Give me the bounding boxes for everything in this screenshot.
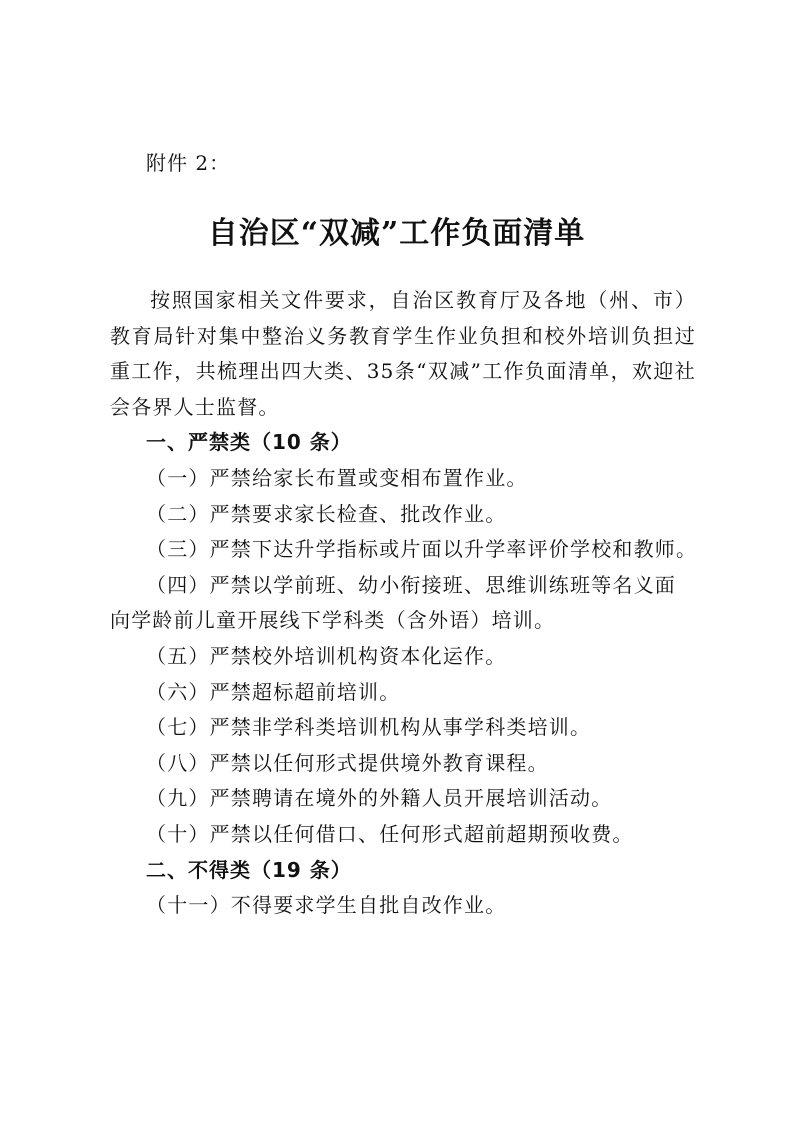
list-item: （四）严禁以学前班、幼小衔接班、思维训练班等名义面向学龄前儿童开展线下学科类（含外语）培训。 <box>110 572 676 633</box>
section-heading: 二、不得类（19 条） <box>146 857 352 882</box>
document-body <box>110 283 696 924</box>
list-item: （八）严禁以任何形式提供境外教育课程。 <box>146 750 549 775</box>
list-item: （十）严禁以任何借口、任何形式超前超期预收费。 <box>146 821 634 846</box>
document-title: 自治区“双减”工作负面清单 <box>207 216 586 251</box>
list-item: （六）严禁超标超前培训。 <box>146 679 401 704</box>
intro-paragraph: 按照国家相关文件要求，自治区教育厅及各地（州、市）教育局针对集中整治义务教育学生作业负担和校外培训负担过重工作，共梳理出四大类、35条“双减”工作负面清单，欢迎社会各界人士监督。 <box>110 288 696 419</box>
section-heading: 一、严禁类（10 条） <box>146 430 352 455</box>
list-item: （十一）不得要求学生自批自改作业。 <box>146 893 507 918</box>
list-item: （五）严禁校外培训机构资本化运作。 <box>146 643 507 668</box>
list-item: （九）严禁聘请在境外的外籍人员开展培训活动。 <box>146 786 613 811</box>
section-prohibited <box>110 425 696 852</box>
section-not-allowed <box>110 853 696 924</box>
attachment-label: 附件 2： <box>146 151 231 175</box>
list-item: （七）严禁非学科类培训机构从事学科类培训。 <box>146 715 592 740</box>
list-item: （一）严禁给家长布置或变相布置作业。 <box>146 465 528 490</box>
list-item: （三）严禁下达升学指标或片面以升学率评价学校和教师。 <box>146 537 698 562</box>
list-item: （二）严禁要求家长检查、批改作业。 <box>146 501 507 526</box>
